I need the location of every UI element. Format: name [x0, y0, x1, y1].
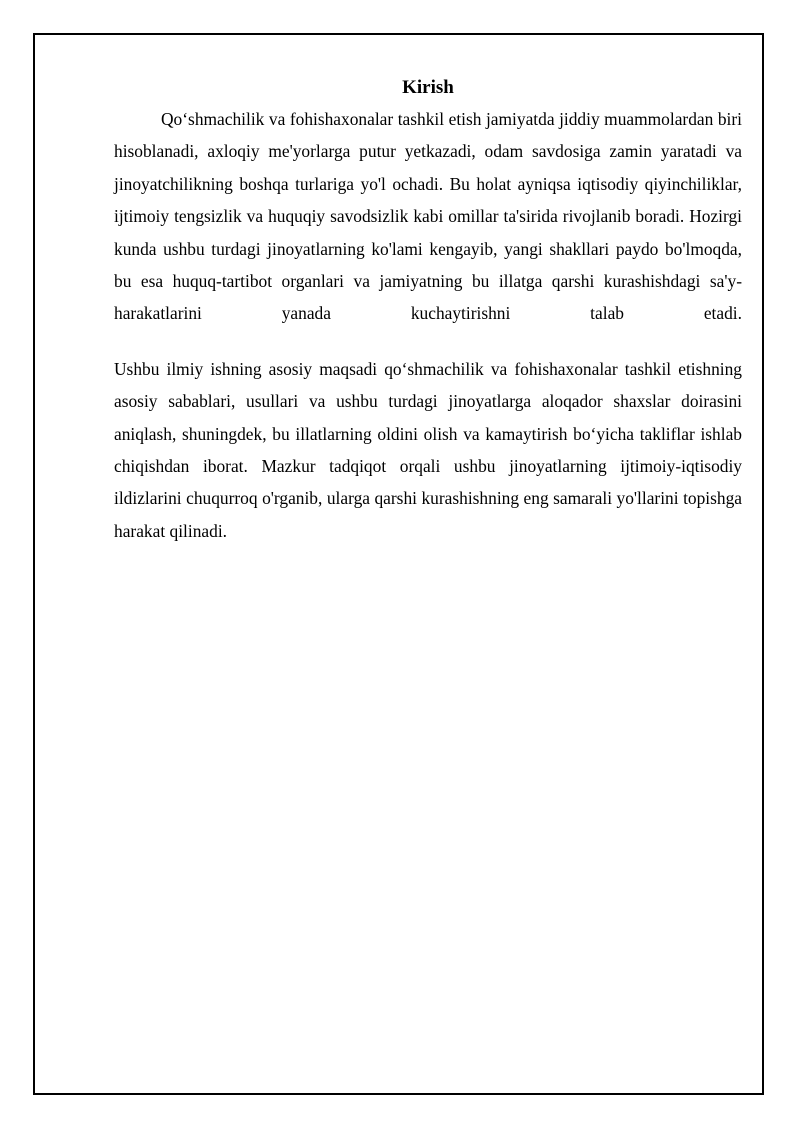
paragraph-1: Qo‘shmachilik va fohishaxonalar tashkil etish jamiyatda jiddiy muammolardan biri hisoblanadi, axloqiy me'yorlarga putur yetkazadi, odam savdosiga zamin yaratadi va jinoyatchilikning boshqa turlariga yo'l ochadi. Bu holat ayniqsa iqtisodiy qiyinchiliklar, ijtimoiy tengsizlik va huquqiy savodsizlik kabi omillar ta'sirida rivojlanib boradi. Hozirgi kunda ushbu turdagi jinoyatlarning ko'lami kengayib, yangi shakllari paydo bo'lmoqda, bu esa huquq-tartibot organlari va jamiyatning bu illatga qarshi kurashishdagi sa'y-harakatlarini yanada kuchaytirishni talab etadi.: [114, 109, 742, 324]
document-body: [114, 74, 742, 547]
document-title: Kirish: [402, 77, 454, 98]
paragraph-2: Ushbu ilmiy ishning asosiy maqsadi qo‘shmachilik va fohishaxonalar tashkil etishning asosiy sabablari, usullari va ushbu turdagi jinoyatlarga aloqador shaxslar doirasini aniqlash, shuningdek, bu illatlarning oldini olish va kamaytirish bo‘yicha takliflar ishlab chiqishdan iborat. Mazkur tadqiqot orqali ushbu jinoyatlarning ijtimoiy-iqtisodiy ildizlarini chuqurroq o'rganib, ularga qarshi kurashishning eng samarali yo'llarini topishga harakat qilinadi.: [114, 358, 742, 541]
